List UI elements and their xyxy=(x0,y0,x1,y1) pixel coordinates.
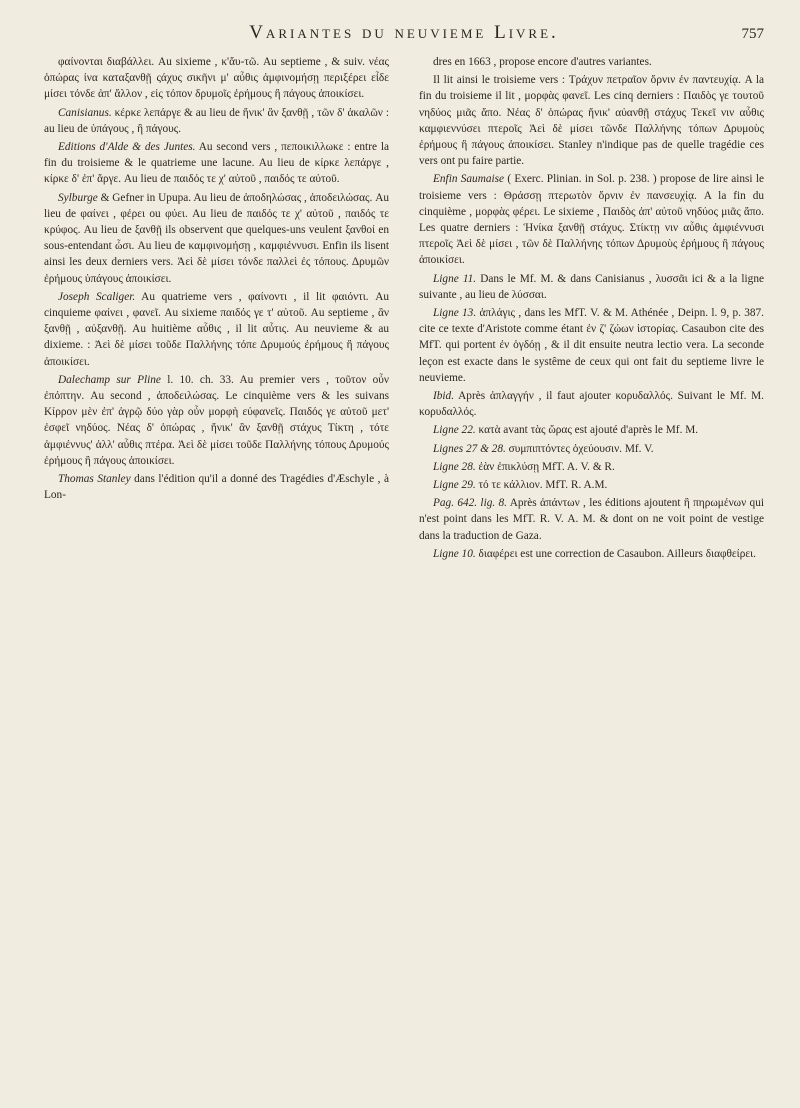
variant-text: φαίνονται διαβάλλει. Au sixieme , κ'ἄυ-τῶ. Au septieme , & suiv. νέας ὀπώρας ἰνα καταξανθῇ ςάχυς σικῆνι μ' αὖθις ἀμφινομήσῃ περιξέρει εἶδε μίσει τόνδε ἀπ' ἄλλον , εἰς τόπον δρυμοῖς ἐρήμους ἢ πάγους ἀποικίσει. xyxy=(44,56,389,101)
variant-text: Après ἀπλαγγήν , il faut ajouter κορυδαλλός. Suivant le Mf. M. κορυδαλλός. xyxy=(419,390,764,419)
source-name: Ligne 11. xyxy=(433,272,477,285)
variant-paragraph xyxy=(419,459,764,475)
variant-text: Il lit ainsi le troisieme vers : Τράχυν πετραῖον ὄρνιν ἐν παντευχίᾳ. A la fin du troisieme il lit , μορφὰς φανεῖ. Les cinq derniers : Παιδὸς γε τουτοῦ νηδύος μιᾶς ἄπο. Νέας δ' ὀπώρας ἤνικ' αὐανθῇ στάχυς Τεκεῖ νιν αὖθις καμφιεννύσει πτεροῖς Ἀεὶ δὲ μίσει τῶνδε Παλλήνης τόπων Δρυμοὺς ἐρήμους ἢ πάγους ἀποικίσει. Stanley n'indique pas de quelle tragédie ces vers ont pu faire partie. xyxy=(419,74,764,168)
variant-paragraph xyxy=(419,54,764,70)
variant-text: κέρκε λεπάργε & au lieu de ἤνικ' ἂν ξανθῇ , τῶν δ' ἀκαλῶν : au lieu de ὑπάγους , ἢ πάγους. xyxy=(44,106,389,135)
variant-text: & Gefner in Upupa. Au lieu de ἀποδηλώσας , ἀποδειλώσας. Au lieu de φαίνει , φέρει ou φύει. Au lieu de παιδός τε χ' αὐτοῦ , παιδός τε κρύφος. Au lieu de ξανθῇ ils observent que quelques-uns veulent ξανθοί en sous-entendant ὦσι. Au lieu de καμφινομήσῃ , καμφιέννυσι. Enfin ils lisent ainsi les deux derniers vers. Ἀεὶ δὲ μίσει τόνδε παλλεὶ ἐς τόπους. Δρυμῶν ἐρήμους ὑπάγους ἀποικίσει. xyxy=(44,191,390,285)
running-title: Variantes du neuvieme Livre. xyxy=(249,22,559,43)
source-name: Ligne 22. xyxy=(433,424,476,437)
source-name: Pag. 642. lig. 8. xyxy=(433,497,507,510)
source-name: Ligne 13. xyxy=(433,307,477,320)
variant-paragraph xyxy=(419,271,764,303)
variant-text: Au quatrieme vers , φαίνοντι , il lit φαιόντι. Au cinquieme φαίνει , φανεῖ. Au sixieme παιδός γε τ' αὐτοῦ. Au septieme , ἂν ξανθῇ , αὐξανθῇ. Au huitième αὖθις , il lit αὖτις. Au neuvieme & au dixieme. : Ἀεὶ δὲ μίσει τοῦδε Παλλήνης τόπε Δρυμούς ἐρήμους ἢ πάγους ἀποικίσει. xyxy=(44,290,390,368)
source-name: Ibid. xyxy=(433,390,455,403)
text-columns xyxy=(44,54,764,564)
variant-paragraph xyxy=(44,471,389,503)
variant-paragraph xyxy=(44,54,389,103)
variant-text: Au second vers , πεποικιλλωκε : entre la fin du troisieme & le quatrieme une lacune. Au lieu de κίρκε λεπάργε , κίρκε δ' ἐπ' ἄργε. Au lieu de παιδός τε χ' αὐτοῦ , παιδός τε αὐτοῦ. xyxy=(44,141,389,186)
variant-text: τό τε κάλλιον. MfT. R. A.M. xyxy=(478,479,608,492)
variant-paragraph xyxy=(419,305,764,386)
variant-text: Dans le Mf. M. & dans Canisianus , λυσσᾶι ici & a la ligne suivante , au lieu de λύσσαι. xyxy=(419,272,764,301)
variant-paragraph xyxy=(44,289,389,370)
variant-paragraph xyxy=(419,422,764,438)
variant-text: διαφέρει est une correction de Casaubon. Ailleurs διαφθείρει. xyxy=(478,547,756,560)
source-name: Ligne 29. xyxy=(433,479,476,492)
variant-text: συμπιπτόντες ὀχεύουσιν. Mf. V. xyxy=(508,442,654,455)
variant-text: dres en 1663 , propose encore d'autres variantes. xyxy=(433,56,652,68)
variant-paragraph xyxy=(44,139,389,188)
variant-text: ἀπλάγις , dans les MfT. V. & M. Athénée , Deipn. l. 9, p. 387. cite ce texte d'Aristote comme étant ἐν ζ' ζώων ἱστορίας. Casaubon cite des MfT. qui portent ἐν ὀγδόῃ , & il dit ensuite neutra lectio vera. La seconde leçon est exacte dans le systême de ceux qui ont fait du septieme livre le neuvieme. xyxy=(419,307,764,384)
source-name: Joseph Scaliger. xyxy=(58,290,136,303)
variant-paragraph xyxy=(419,171,764,268)
page-header xyxy=(44,22,764,52)
variant-text: dans l'édition qu'il a donné des Tragédies d'Æschyle , à Lon- xyxy=(44,473,390,502)
source-name: Ligne 28. xyxy=(433,460,476,473)
variant-paragraph xyxy=(44,105,389,137)
left-column xyxy=(44,54,389,564)
source-name: Canisianus. xyxy=(58,106,112,119)
source-name: Dalechamp sur Pline xyxy=(58,373,161,386)
variant-text: l. 10. ch. 33. Au premier vers , τοῦτον οὖν ἐπόπτην. Au second , ἀποδειλώσας. Le cinquième vers & les suivans Κίρρον μὲν ἐπ' ἀγρῷ δύο γὰρ οὖν μορφὴ εὐφανεῖς. Παιδός γε αὐτοῦ μετ' ἐσφεῖ νηδύος. Νέας δ' ὀπώρας , ἤνικ' ἂν ξανθῇ στάχυς Τίκτη , τότε ἀμφιέννυς' ἀλλ' αὖθις πτέρα. Ἀεὶ δὲ μίσει τοῦδε Παλλήνης τόπους Δρυμούς ἐρήμους ἢ πάγους ἀποικίσει. xyxy=(44,373,389,467)
variant-text: ( Exerc. Plinian. in Sol. p. 238. ) propose de lire ainsi le troisieme vers : Θράσσῃ πτερωτὸν ὄρνιν ἐν πανσευχίᾳ. A la fin du cinquième , μορφὰς φέρει. Le sixieme , Παιδὸς ἀπ' αὐτοῦ νηδύος μιᾶς ἄπο. Les quatre derniers : Ἡνίκα ξανθῇ στάχυς. Στίκτῃ νιν αὖθις ἀμφιέννυσι πτεροῖς Ἀεὶ δὲ μίσει , τῶν δὲ Παλλήνης τόπων Δρυμοὺς ἐρήμους ἢ πάγους ἀποικίσει. xyxy=(419,173,764,267)
variant-paragraph xyxy=(419,441,764,457)
variant-paragraph xyxy=(419,495,764,544)
variant-text: κατὰ avant τὰς ὥρας est ajouté d'après le Mf. M. xyxy=(478,424,699,437)
source-name: Editions d'Alde & des Juntes. xyxy=(58,141,196,154)
variant-paragraph xyxy=(44,372,389,469)
source-name: Ligne 10. xyxy=(433,547,476,560)
page-number: 757 xyxy=(741,26,764,42)
source-name: Enfin Saumaise xyxy=(433,173,505,186)
right-column xyxy=(419,54,764,564)
variant-paragraph xyxy=(419,546,764,562)
variant-text: Après ἀπάντων , les éditions ajoutent ἢ πηρωμένων qui n'est point dans les MfT. R. V. A. M. & dont on ne voit point de vestige dans la traduction de Gaza. xyxy=(419,497,764,542)
source-name: Lignes 27 & 28. xyxy=(433,442,506,455)
variant-paragraph xyxy=(44,190,389,287)
source-name: Thomas Stanley xyxy=(58,473,131,486)
variant-paragraph xyxy=(419,388,764,420)
variant-paragraph xyxy=(419,72,764,169)
source-name: Sylburge xyxy=(58,191,98,204)
variant-text: ἐὰν ἐπικλύσῃ MfT. A. V. & R. xyxy=(478,460,615,473)
variant-paragraph xyxy=(419,477,764,493)
